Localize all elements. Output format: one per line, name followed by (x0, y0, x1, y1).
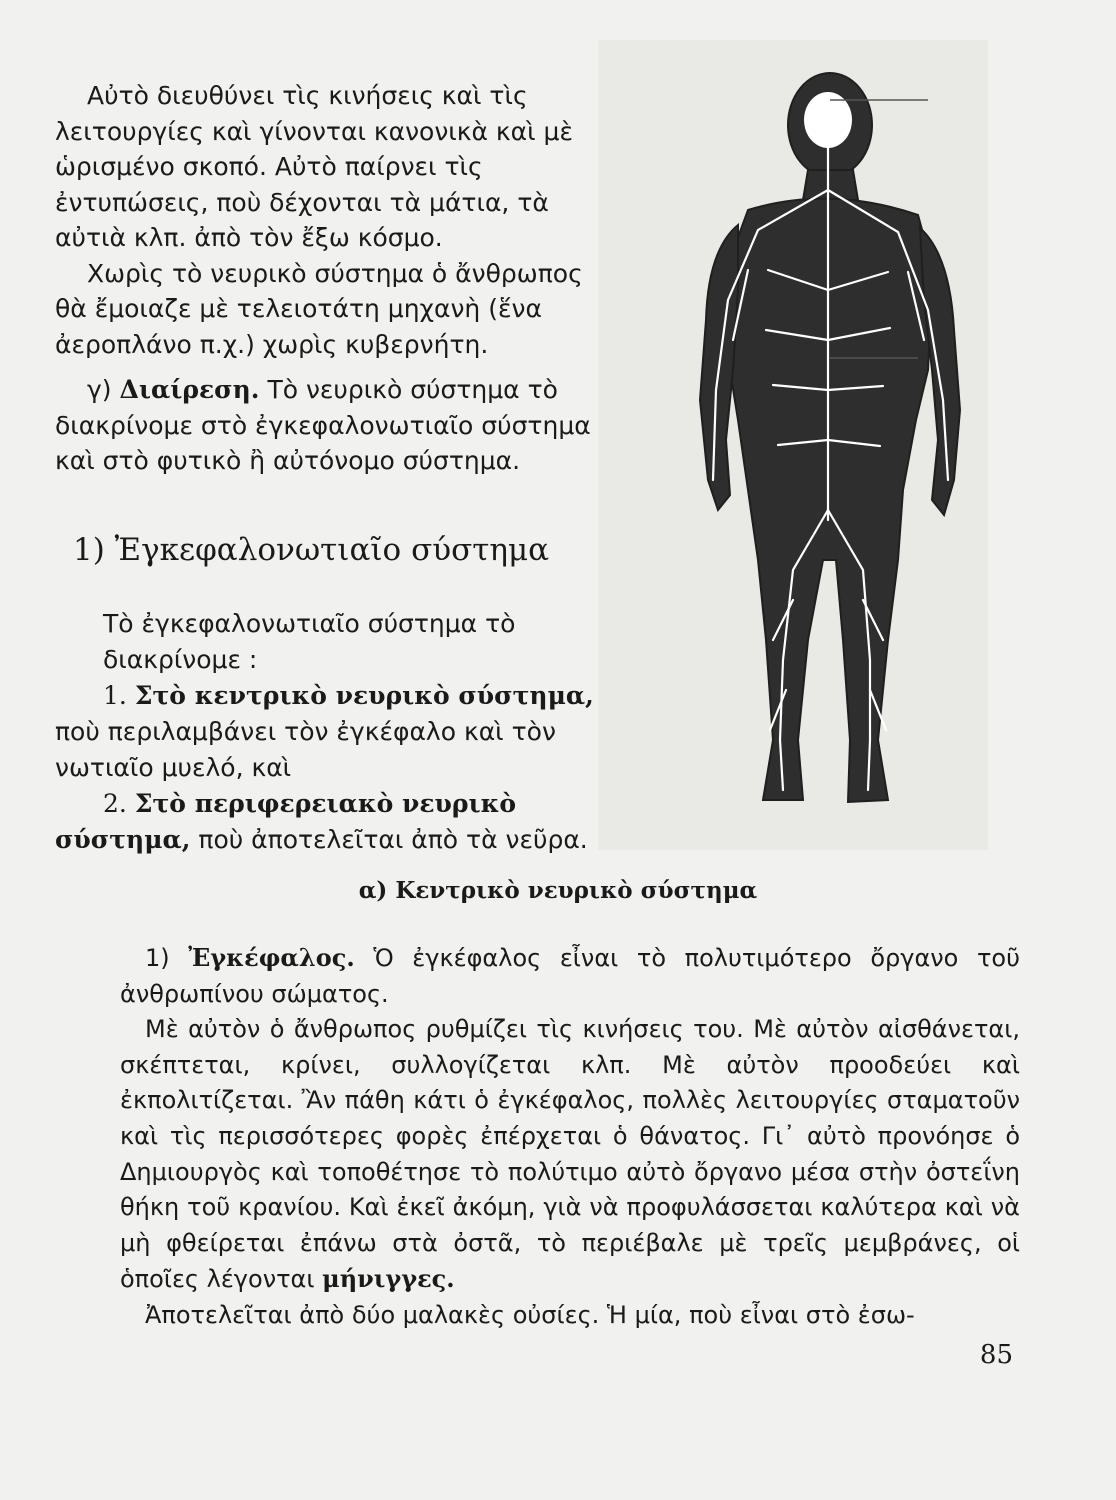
brain-paragraph-2-text: Μὲ αὐτὸν ὁ ἄνθρωπος ρυθμίζει τὶς κινήσεις του. Μὲ αὐτὸν αἰσθάνεται, σκέπτεται, κρίνει, συλλογίζεται κλπ. Μὲ αὐτὸν προοδεύει καὶ ἐκπολιτίζεται. Ἂν πάθη κάτι ὁ ἐγκέφαλος, πολλὲς λειτουργίες σταματοῦν καὶ τὶς περισσότερες φορὲς ἐπέρχεται ὁ θάνατος. Γι᾿ αὐτὸ προνόησε ὁ Δημιουργὸς καὶ τοποθέτησε τὸ πολύτιμο αὐτὸ ὄργανο μέσα στὴν ὀστεΐνη θήκη τοῦ κρανίου. Καὶ ἐκεῖ ἀκόμη, γιὰ νὰ προφυλάσσεται καλύτερα καὶ νὰ μὴ φθείρεται ἐπάνω στὰ ὀστᾶ, τὸ περιέβαλε μὲ τρεῖς μεμβράνες, οἱ ὁποῖες λέγονται (120, 1015, 1020, 1294)
brain-paragraph-2 (120, 1012, 1020, 1298)
list-item-2-number: 2. (103, 789, 127, 818)
brain-paragraph-3: Ἀποτελεῖται ἀπὸ δύο μαλακὲς οὐσίες. Ἡ μία, ποὺ εἶναι στὸ ἐσω- (145, 1300, 915, 1329)
section-heading-2: α) Κεντρικὸ νευρικὸ σύστημα (358, 877, 758, 904)
list-item-2-term: Στὸ περιφερειακὸ νευρικὸ σύστημα, (55, 789, 517, 854)
brain-term: Ἐγκέφαλος. (188, 943, 355, 972)
list-item-1 (55, 678, 595, 786)
brain-paragraph-1-text: Ὁ ἐγκέφαλος εἶναι τὸ πολυτιμότερο ὄργανο τοῦ ἀνθρωπίνου σώματος. (120, 944, 1020, 1008)
nervous-system-illustration (598, 40, 988, 850)
section-letter: γ) (87, 375, 112, 404)
list-item-2-text: ποὺ ἀποτελεῖται ἀπὸ τὰ νεῦρα. (198, 825, 588, 854)
division-term: Διαίρεση. (119, 375, 260, 404)
brain-section-text (120, 940, 1020, 1334)
intro-paragraph-1: Αὐτὸ διευθύνει τὶς κινήσεις καὶ τὶς λειτουργίες καὶ γίνονται κανονικὰ καὶ μὲ ὡρισμένο σκοπό. Αὐτὸ παίρνει τὶς ἐντυπώσεις, ποὺ δέχονται τὰ μάτια, τὰ αὐτιὰ κλπ. ἀπὸ τὸν ἔξω κόσμο. (55, 81, 573, 252)
meninges-term: μήνιγγες. (322, 1264, 455, 1294)
list-item-1-term: Στὸ κεντρικὸ νευρικὸ σύστημα, (134, 681, 594, 710)
system-division-list (55, 606, 595, 858)
list-item-2 (55, 786, 595, 858)
intro-paragraph-2: Χωρὶς τὸ νευρικὸ σύστημα ὁ ἄνθρωπος θὰ ἔμοιαζε μὲ τελειοτάτη μηχανὴ (ἕνα ἀεροπλάνο π.χ.) χωρὶς κυβερνήτη. (55, 258, 583, 359)
list-item-1-text: ποὺ περιλαμβάνει τὸν ἐγκέφαλο καὶ τὸν νωτιαῖο μυελό, καὶ (55, 717, 556, 782)
section-heading-1: 1) Ἐγκεφαλονωτιαῖο σύστημα (73, 532, 550, 568)
division-text: Τὸ νευρικὸ σύστημα τὸ διακρίνομε στὸ ἐγκεφαλονωτιαῖο σύστημα καὶ στὸ φυτικὸ ἢ αὐτόνομο σύστημα. (55, 375, 591, 475)
intro-paragraph-3 (55, 372, 595, 479)
list-item-1-number: 1. (103, 681, 127, 710)
brain-paragraph-1 (120, 940, 1020, 1012)
page-number: 85 (979, 1340, 1013, 1370)
brain-paragraph-number: 1) (145, 944, 170, 972)
intro-text (55, 78, 595, 479)
list-intro: Τὸ ἐγκεφαλονωτιαῖο σύστημα τὸ διακρίνομε : (103, 609, 516, 674)
